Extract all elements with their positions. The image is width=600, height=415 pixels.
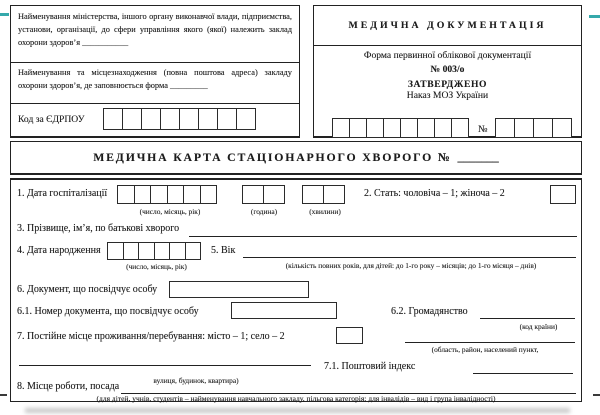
- postal-index-label: 7.1. Поштовий індекс: [324, 361, 416, 372]
- digit-cell[interactable]: [451, 118, 469, 138]
- medical-documentation-title: МЕДИЧНА ДОКУМЕНТАЦІЯ: [314, 6, 581, 46]
- age-caption: (кількість повних років, для дітей: до 1-го року – місяців; до 1-го місяця – днів): [285, 261, 537, 270]
- digit-cell[interactable]: [400, 118, 418, 138]
- country-code-caption: (код країни): [519, 322, 558, 331]
- digit-cell[interactable]: [134, 185, 152, 204]
- identity-document-label: 6. Документ, що посвідчує особу: [17, 284, 158, 295]
- digit-cell[interactable]: [141, 108, 161, 130]
- digit-cell[interactable]: [169, 242, 186, 260]
- digit-cell[interactable]: [336, 327, 363, 344]
- header-right-column: [313, 5, 582, 138]
- approved-label: ЗАТВЕРДЖЕНО: [407, 79, 488, 90]
- digit-cell[interactable]: [495, 118, 515, 138]
- card-number-blank[interactable]: _______: [457, 150, 499, 164]
- digit-cell[interactable]: [107, 242, 124, 260]
- hour-caption: (година): [250, 207, 278, 216]
- facility-address-cell: [11, 63, 299, 104]
- document-number-box[interactable]: [231, 302, 337, 319]
- residence-code-box[interactable]: [336, 327, 363, 344]
- digit-cell[interactable]: [122, 108, 142, 130]
- digit-cell[interactable]: [550, 185, 576, 204]
- citizenship-label: 6.2. Громадянство: [391, 306, 468, 317]
- digit-cell[interactable]: [434, 118, 452, 138]
- digit-cell[interactable]: [154, 242, 171, 260]
- sex-code-box[interactable]: [550, 185, 576, 204]
- hospitalization-hour-boxes[interactable]: [242, 185, 285, 204]
- workplace-label: 8. Місце роботи, посада: [17, 381, 120, 392]
- document-number-label: 6.1. Номер документа, що посвідчує особу: [17, 306, 199, 317]
- digit-cell[interactable]: [533, 118, 553, 138]
- digit-cell[interactable]: [103, 108, 123, 130]
- digit-cell[interactable]: [417, 118, 435, 138]
- hospitalization-date-caption: (число, місяць, рік): [139, 207, 201, 216]
- teal-crop-mark-left: [0, 13, 9, 16]
- primary-record-form-line: Форма первинної облікової документації: [363, 50, 532, 61]
- residence-address-blank-1[interactable]: [405, 329, 575, 343]
- order-date-boxes[interactable]: [332, 118, 469, 138]
- patient-name-blank[interactable]: [189, 223, 577, 237]
- digit-cell[interactable]: [263, 185, 285, 204]
- postal-index-blank[interactable]: [473, 360, 573, 374]
- digit-cell[interactable]: [366, 118, 384, 138]
- form-title-bar: [10, 141, 582, 175]
- age-blank[interactable]: [243, 244, 576, 258]
- order-number-sign: №: [478, 124, 488, 135]
- hospitalization-date-label: 1. Дата госпіталізації: [17, 188, 108, 199]
- workplace-blank[interactable]: [121, 380, 576, 394]
- digit-cell[interactable]: [123, 242, 140, 260]
- digit-cell[interactable]: [332, 118, 350, 138]
- minute-caption: (хвилини): [309, 207, 341, 216]
- residence-address-caption-2: вулиця, будинок, квартира): [153, 376, 239, 385]
- header-left-column: [10, 5, 300, 138]
- digit-cell[interactable]: [198, 108, 218, 130]
- teal-crop-mark-right: [589, 15, 600, 18]
- digit-cell[interactable]: [217, 108, 237, 130]
- digit-cell[interactable]: [138, 242, 155, 260]
- digit-cell[interactable]: [167, 185, 185, 204]
- ministry-name-cell: [11, 6, 299, 63]
- digit-cell[interactable]: [349, 118, 367, 138]
- birth-date-label: 4. Дата народження: [17, 245, 101, 256]
- residence-address-caption-1: (область, район, населений пункт,: [431, 345, 539, 354]
- digit-cell[interactable]: [514, 118, 534, 138]
- order-date-number-row: [332, 118, 572, 138]
- digit-cell[interactable]: [302, 185, 324, 204]
- digit-cell[interactable]: [117, 185, 135, 204]
- order-number-boxes[interactable]: [495, 118, 572, 138]
- residence-address-blank-2[interactable]: [19, 352, 311, 366]
- form-number: № 003/о: [430, 64, 465, 75]
- digit-cell[interactable]: [552, 118, 572, 138]
- form-approval-cell: [314, 50, 581, 139]
- digit-cell[interactable]: [242, 185, 264, 204]
- form-title: МЕДИЧНА КАРТА СТАЦІОНАРНОГО ХВОРОГО №: [93, 150, 452, 164]
- citizenship-blank[interactable]: [480, 305, 575, 319]
- edrpou-label: Код за ЄДРПОУ: [18, 113, 85, 125]
- scan-artifact: [25, 408, 570, 413]
- digit-cell[interactable]: [236, 108, 256, 130]
- black-crop-mark-right: [593, 394, 600, 396]
- digit-cell[interactable]: [383, 118, 401, 138]
- digit-cell[interactable]: [185, 242, 202, 260]
- workplace-caption: (для дітей, учнів, студентів – найменування навчального закладу, пільгова категорія; для інвалідів – вид і група інвалідності): [96, 394, 496, 403]
- hospitalization-date-boxes[interactable]: [117, 185, 217, 204]
- sex-label: 2. Стать: чоловіча – 1; жіноча – 2: [364, 188, 505, 199]
- patient-name-label: 3. Прізвище, ім’я, по батькові хворого: [17, 223, 180, 234]
- birth-date-caption: (число, місяць, рік): [126, 262, 187, 271]
- ministry-name-text: Найменування міністерства, іншого органу виконавчої влади, підприємства, установи, організації, до сфери управління якого (якої) належить заклад охорони здоров’я ___________: [18, 12, 292, 48]
- age-label: 5. Вік: [211, 245, 236, 256]
- digit-cell[interactable]: [200, 185, 218, 204]
- digit-cell[interactable]: [150, 185, 168, 204]
- form-body: [10, 178, 582, 402]
- black-crop-mark-left: [0, 394, 7, 396]
- hospitalization-minute-boxes[interactable]: [302, 185, 345, 204]
- digit-cell[interactable]: [179, 108, 199, 130]
- facility-address-text: Найменування та місцезнаходження (повна поштова адреса) закладу охорони здоров’я, де заповнюється форма _________: [18, 68, 292, 90]
- digit-cell[interactable]: [183, 185, 201, 204]
- residence-label: 7. Постійне місце проживання/перебування: місто – 1; село – 2: [17, 331, 285, 342]
- birth-date-boxes[interactable]: [107, 242, 201, 260]
- digit-cell[interactable]: [323, 185, 345, 204]
- identity-document-box[interactable]: [169, 281, 309, 298]
- edrpou-code-boxes[interactable]: [103, 108, 256, 130]
- edrpou-row: [11, 104, 299, 134]
- order-label: Наказ МОЗ України: [406, 90, 489, 101]
- digit-cell[interactable]: [160, 108, 180, 130]
